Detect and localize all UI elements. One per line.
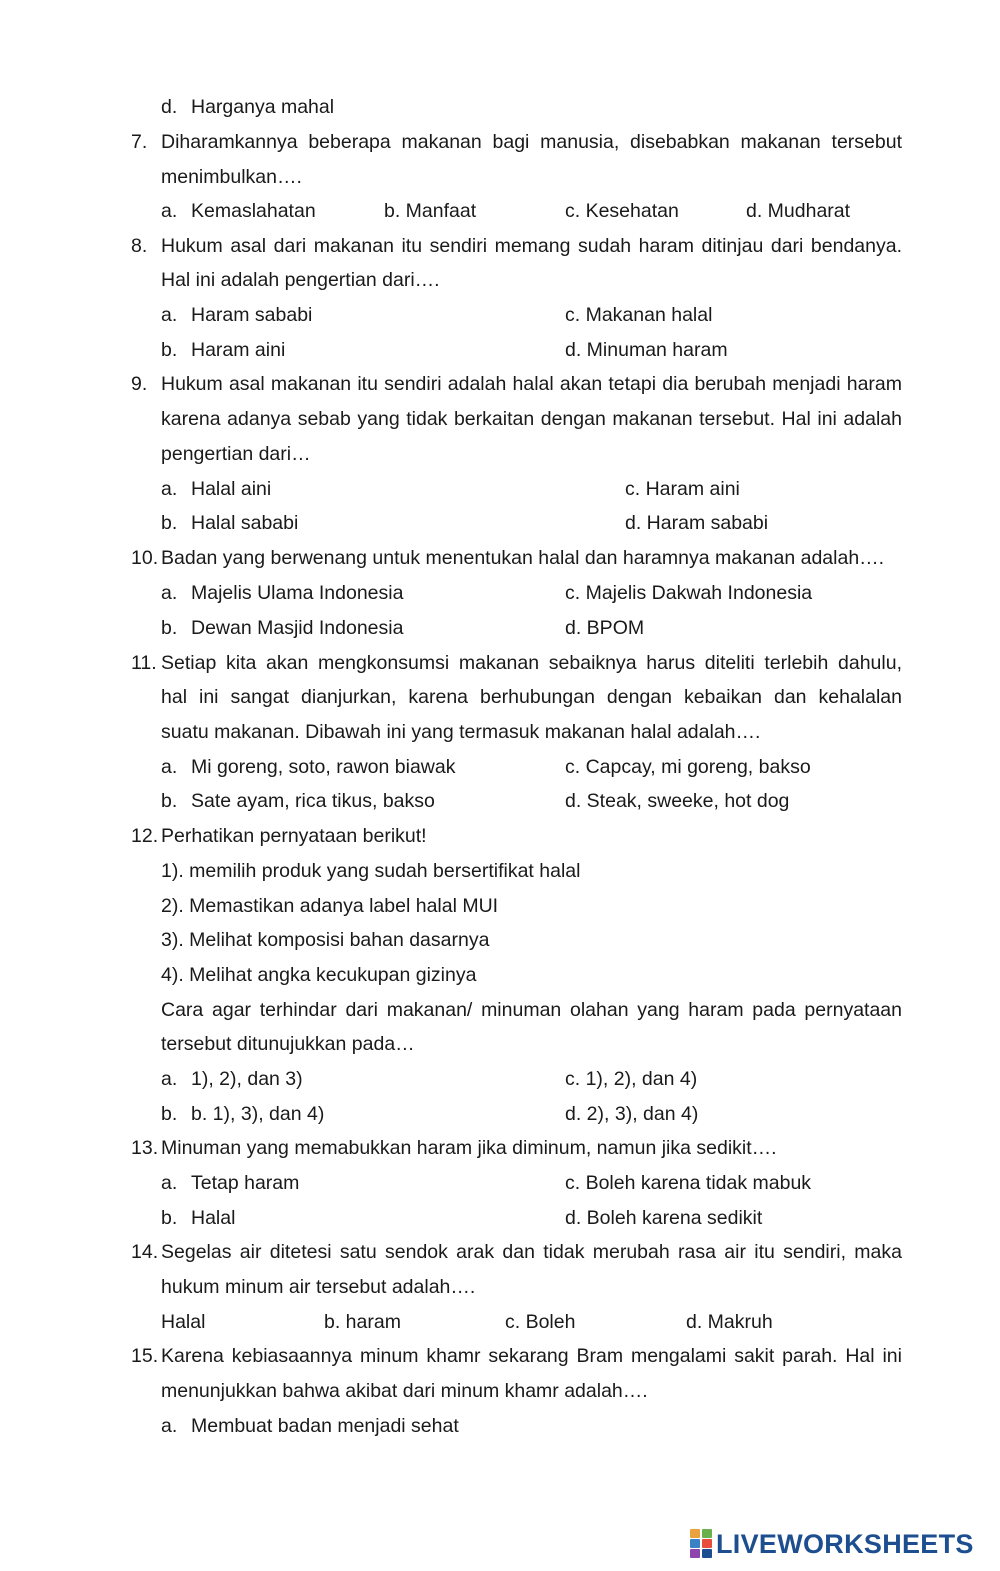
q13-option-c[interactable]: c. Boleh karena tidak mabuk [565, 1172, 812, 1194]
q12-statement-2: 2). Memastikan adanya label halal MUI [161, 895, 499, 917]
q12-statement-3: 3). Melihat komposisi bahan dasarnya [161, 929, 490, 951]
q10-number: 10. [131, 547, 159, 569]
liveworksheets-logo-icon [690, 1529, 712, 1559]
q12-number: 12. [131, 825, 159, 847]
logo-icon-block [690, 1539, 700, 1548]
q15-option-a[interactable]: a. Membuat badan menjadi sehat [161, 1415, 459, 1437]
q8-text-line1: Hukum asal dari makanan itu sendiri memang sudah haram ditinjau dari bendanya. [161, 235, 902, 257]
q8-text-line2: Hal ini adalah pengertian dari…. [161, 269, 440, 291]
q8-option-c[interactable]: c. Makanan halal [565, 304, 713, 326]
q8-option-d[interactable]: d. Minuman haram [565, 339, 728, 361]
q13-option-a[interactable]: a. Tetap haram [161, 1172, 300, 1194]
q10-option-b[interactable]: b. Dewan Masjid Indonesia [161, 617, 404, 639]
q11-text-line2: hal ini sangat dianjurkan, karena berhubungan dengan kebaikan dan kehalalan [161, 686, 902, 708]
q9-option-d[interactable]: d. Haram sababi [625, 512, 769, 534]
logo-icon-block [702, 1549, 712, 1558]
q13-number: 13. [131, 1137, 159, 1159]
q10-option-d[interactable]: d. BPOM [565, 617, 645, 639]
q11-text-line1: Setiap kita akan mengkonsumsi makanan sebaiknya harus diteliti terlebih dahulu, [161, 652, 902, 674]
q9-number: 9. [131, 373, 148, 395]
q9-option-c[interactable]: c. Haram aini [625, 478, 740, 500]
q7-option-d[interactable]: d. Mudharat [746, 200, 851, 222]
q12-statement-1: 1). memilih produk yang sudah bersertifikat halal [161, 860, 581, 882]
q13-option-d[interactable]: d. Boleh karena sedikit [565, 1207, 763, 1229]
q12-statement-4: 4). Melihat angka kecukupan gizinya [161, 964, 477, 986]
q13-text-line1: Minuman yang memabukkan haram jika diminum, namun jika sedikit…. [161, 1137, 777, 1159]
q12-text-line3: tersebut ditunujukkan pada… [161, 1033, 415, 1055]
q10-option-c[interactable]: c. Majelis Dakwah Indonesia [565, 582, 813, 604]
q9-text-line2: karena adanya sebab yang tidak berkaitan dengan makanan tersebut. Hal ini adalah [161, 408, 902, 430]
logo-icon-block [702, 1539, 712, 1548]
q14-option-d[interactable]: d. Makruh [686, 1311, 773, 1333]
q12-option-c[interactable]: c. 1), 2), dan 4) [565, 1068, 698, 1090]
q12-option-d[interactable]: d. 2), 3), dan 4) [565, 1103, 699, 1125]
q15-number: 15. [131, 1345, 159, 1367]
q7-text-line1: Diharamkannya beberapa makanan bagi manusia, disebabkan makanan tersebut [161, 131, 902, 153]
q10-text-line1: Badan yang berwenang untuk menentukan halal dan haramnya makanan adalah…. [161, 547, 885, 569]
q14-number: 14. [131, 1241, 159, 1263]
q9-option-a[interactable]: a. Halal aini [161, 478, 272, 500]
q11-option-d[interactable]: d. Steak, sweeke, hot dog [565, 790, 790, 812]
q11-text-line3: suatu makanan. Dibawah ini yang termasuk makanan halal adalah…. [161, 721, 761, 743]
q14-text-line1: Segelas air ditetesi satu sendok arak dan tidak merubah rasa air itu sendiri, maka [161, 1241, 902, 1263]
q9-text-line1: Hukum asal makanan itu sendiri adalah halal akan tetapi dia berubah menjadi haram [161, 373, 902, 395]
q11-number: 11. [131, 652, 157, 674]
q7-number: 7. [131, 131, 148, 153]
q7-option-b[interactable]: b. Manfaat [384, 200, 477, 222]
q8-number: 8. [131, 235, 148, 257]
q14-text-line2: hukum minum air tersebut adalah…. [161, 1276, 476, 1298]
q13-option-b[interactable]: b. Halal [161, 1207, 236, 1229]
q11-option-b[interactable]: b. Sate ayam, rica tikus, bakso [161, 790, 435, 812]
q9-option-b[interactable]: b. Halal sababi [161, 512, 299, 534]
q14-option-c[interactable]: c. Boleh [505, 1311, 576, 1333]
q12-option-a[interactable]: a. 1), 2), dan 3) [161, 1068, 303, 1090]
q12-text-line1: Perhatikan pernyataan berikut! [161, 825, 427, 847]
logo-icon-block [690, 1529, 700, 1538]
q10-option-a[interactable]: a. Majelis Ulama Indonesia [161, 582, 404, 604]
q11-option-a[interactable]: a. Mi goreng, soto, rawon biawak [161, 756, 456, 778]
q9-text-line3: pengertian dari… [161, 443, 311, 465]
logo-icon-block [702, 1529, 712, 1538]
q6-option-d[interactable]: d. Harganya mahal [161, 96, 335, 118]
q14-option-a[interactable]: Halal [161, 1311, 206, 1333]
q7-text-line2: menimbulkan…. [161, 166, 302, 188]
q12-option-b[interactable]: b. b. 1), 3), dan 4) [161, 1103, 325, 1125]
q14-option-b[interactable]: b. haram [324, 1311, 401, 1333]
liveworksheets-logo-text: LIVEWORKSHEETS [716, 1528, 974, 1559]
q15-text-line2: menunjukkan bahwa akibat dari minum khamr adalah…. [161, 1380, 648, 1402]
q7-option-c[interactable]: c. Kesehatan [565, 200, 679, 222]
q15-text-line1: Karena kebiasaannya minum khamr sekarang Bram mengalami sakit parah. Hal ini [161, 1345, 902, 1367]
q8-option-b[interactable]: b. Haram aini [161, 339, 286, 361]
q12-text-line2: Cara agar terhindar dari makanan/ minuman olahan yang haram pada pernyataan [161, 999, 902, 1021]
q7-option-a[interactable]: a. Kemaslahatan [161, 200, 316, 222]
q8-option-a[interactable]: a. Haram sababi [161, 304, 313, 326]
logo-icon-block [690, 1549, 700, 1558]
q11-option-c[interactable]: c. Capcay, mi goreng, bakso [565, 756, 811, 778]
liveworksheets-logo[interactable] [690, 1524, 974, 1564]
